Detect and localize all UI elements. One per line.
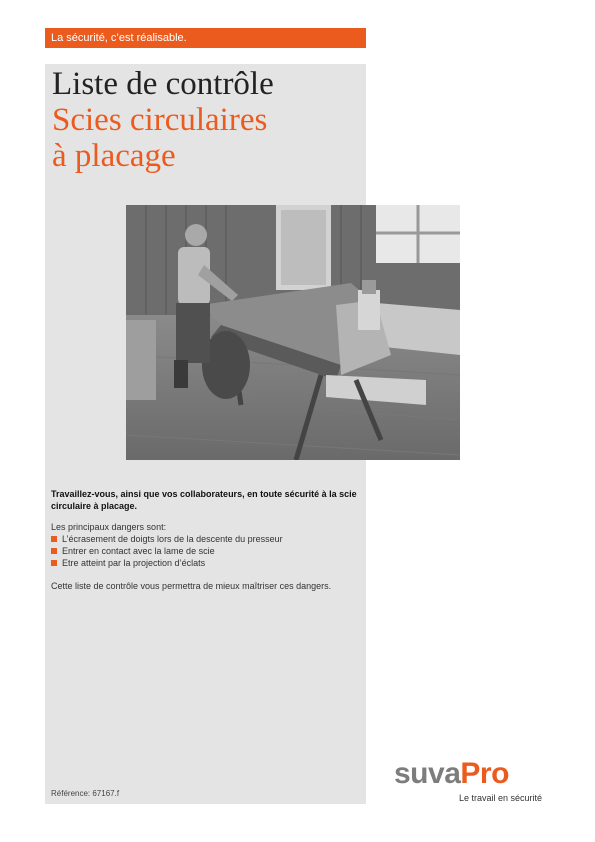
bullet-square-icon — [51, 560, 57, 566]
reference-number: Référence: 67167.f — [51, 789, 120, 798]
closing-text: Cette liste de contrôle vous permettra de mieux maîtriser ces dangers. — [51, 581, 332, 591]
danger-item: L’écrasement de doigts lors de la descente du presseur — [51, 533, 361, 545]
workshop-photo — [126, 205, 460, 460]
danger-item: Etre atteint par la projection d’éclats — [51, 557, 361, 569]
suva-pro-logo: suvaPro — [394, 757, 509, 790]
bullet-square-icon — [51, 536, 57, 542]
intro-text: Travaillez-vous, ainsi que vos collaborateurs, en toute sécurité à la scie circulaire à placage. — [51, 489, 357, 511]
bullet-square-icon — [51, 548, 57, 554]
title-line-saws: Scies circulaires — [52, 102, 268, 138]
title-line-checklist: Liste de contrôle — [52, 66, 274, 102]
intro-section — [51, 488, 361, 592]
title-line-veneer: à placage — [52, 138, 176, 174]
dangers-list — [51, 533, 361, 569]
page-title — [52, 66, 274, 174]
header-banner: La sécurité, c’est réalisable. — [45, 28, 366, 48]
photo-worker-veneer-saw-icon — [126, 205, 460, 460]
dangers-label: Les principaux dangers sont: — [51, 522, 167, 532]
danger-item: Entrer en contact avec la lame de scie — [51, 545, 361, 557]
logo-tagline: Le travail en sécurité — [459, 793, 543, 803]
